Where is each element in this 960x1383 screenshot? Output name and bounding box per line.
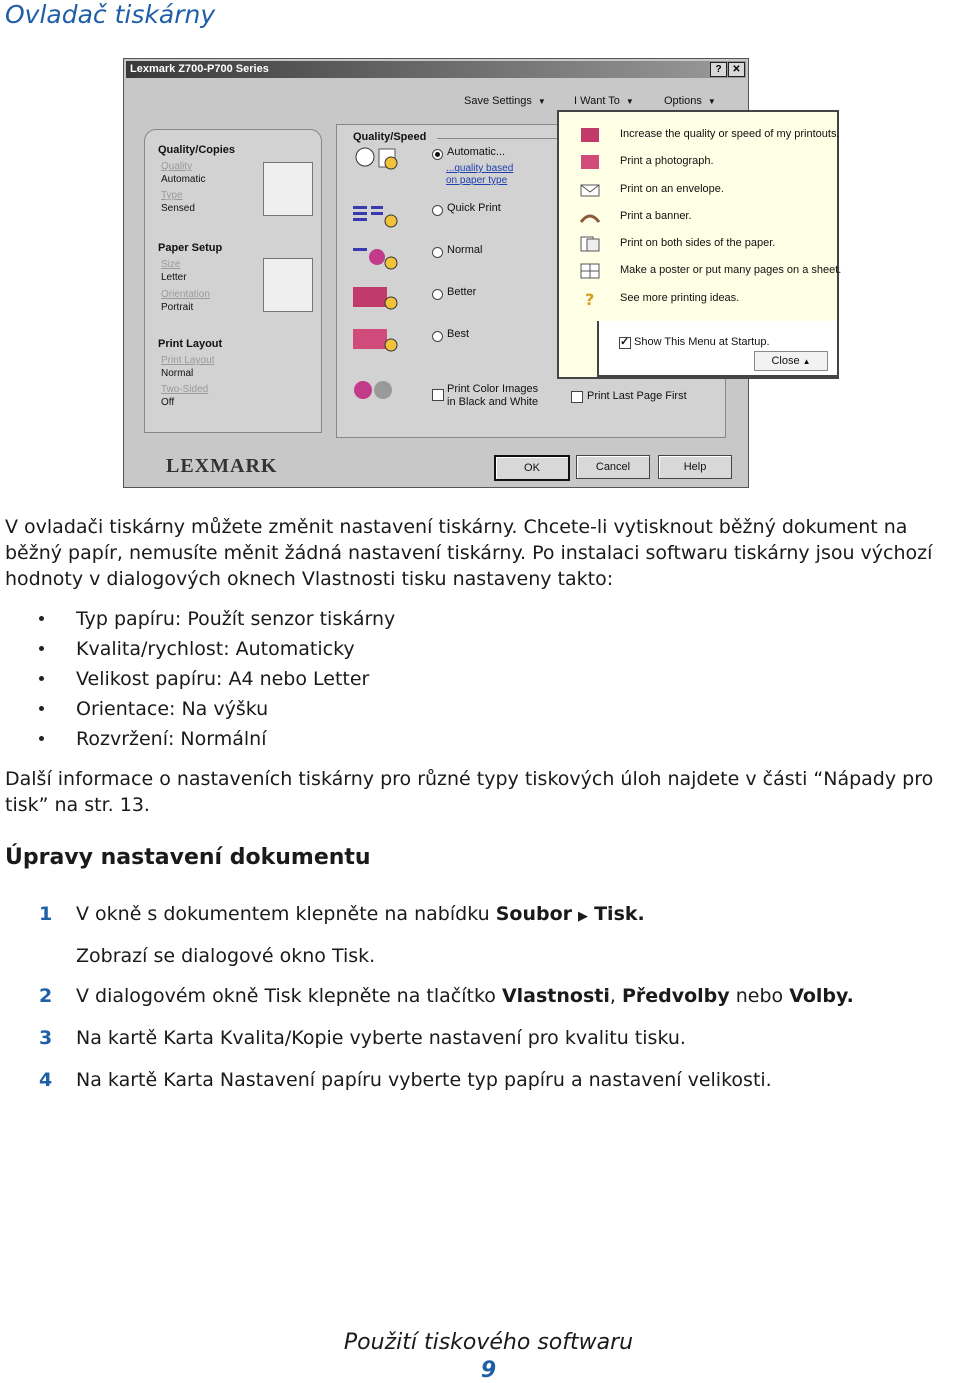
quick-print-label: Quick Print [447,202,501,214]
bullet-icon [39,736,44,741]
list-item[interactable]: Increase the quality or speed of my printouts. [565,124,835,146]
tab-quality-copies[interactable]: Quality/Copies [158,144,236,156]
two-sided-icon [579,235,601,253]
type-value: Sensed [161,203,195,214]
paper-thumbnail-icon [263,258,313,312]
bullet-icon [39,646,44,651]
menu-arrow-icon: ▶ [578,909,589,924]
best-radio[interactable] [432,331,443,342]
show-menu-checkbox[interactable] [619,337,631,349]
list-item[interactable]: ? See more printing ideas. [565,288,835,310]
size-label[interactable]: Size [161,259,181,270]
chevron-down-icon: ▼ [537,97,546,106]
quality-icon [579,126,601,144]
bullet-icon [39,616,44,621]
normal-quality-icon [351,245,399,271]
checkmark-icon: ✓ [620,336,630,348]
show-menu-label: Show This Menu at Startup. [634,336,770,348]
magnifier-quality-icon [351,145,399,171]
more-info-paragraph: Další informace o nastaveních tiskárny pro různé typy tiskových úloh najdete v části “Nápady pro tisk” na str. 13. [5,768,934,816]
black-white-label: Print Color Images in Black and White [447,383,539,408]
bullet-icon [39,676,44,681]
last-page-first-checkbox[interactable] [571,391,583,403]
bullet-icon [39,706,44,711]
automatic-label: Automatic... [447,146,506,158]
lexmark-logo: LEXMARK [166,455,278,477]
dialog-title-bar [126,61,746,78]
page-number: 9 [480,1358,497,1383]
close-icon[interactable]: ✕ [728,62,745,77]
section-heading: Úpravy nastavení dokumentu [5,845,371,870]
help-icon[interactable]: ? [710,62,727,77]
tab-print-layout[interactable]: Print Layout [158,338,223,350]
print-layout-value: Normal [161,368,194,379]
chevron-down-icon: ▼ [625,97,634,106]
list-item[interactable]: Print a photograph. [565,151,835,173]
svg-text:?: ? [585,290,595,308]
better-quality-icon [351,285,399,311]
photo-icon [579,153,601,171]
i-want-to-menu[interactable]: I Want To ▼ [574,95,634,107]
help-button[interactable]: Help [658,455,732,479]
tab-paper-setup[interactable]: Paper Setup [158,242,223,254]
black-white-checkbox[interactable] [432,389,444,401]
dialog-title: Lexmark Z700-P700 Series [130,63,269,75]
poster-icon [579,262,601,280]
settings-summary-panel [144,129,322,433]
type-label[interactable]: Type [161,190,183,201]
question-icon [579,290,601,308]
better-label: Better [447,286,477,298]
list-item[interactable]: Print on both sides of the paper. [565,233,835,255]
orientation-label[interactable]: Orientation [161,289,210,300]
save-settings-menu[interactable]: Save Settings ▼ [464,95,546,107]
two-sided-value: Off [161,397,175,408]
orientation-value: Portrait [161,302,194,313]
normal-radio[interactable] [432,247,443,258]
quality-speed-title: Quality/Speed [353,131,427,143]
page-title: Ovladač tiskárny [5,0,216,29]
color-to-bw-icon [351,377,399,403]
popup-footer [597,321,839,377]
ok-button[interactable]: OK [494,455,570,481]
print-layout-label[interactable]: Print Layout [161,355,215,366]
triangle-up-icon: ▲ [802,357,811,366]
close-popup-button[interactable]: Close ▲ [754,351,828,371]
quick-print-icon [351,203,399,229]
normal-label: Normal [447,244,483,256]
list-item[interactable]: Print a banner. [565,206,835,228]
banner-icon [579,208,601,226]
better-radio[interactable] [432,289,443,300]
intro-paragraph: V ovladači tiskárny můžete změnit nastavení tiskárny. Chcete-li vytisknout běžný dokument na běžný papír, nemusíte měnit žádná nastavení tiskárny. Po instalaci softwaru tiskárny jsou výchozí hodnoty v dialogových oknech Vlastnosti tisku nastaveny takto: [5,516,933,590]
options-menu[interactable]: Options ▼ [664,95,716,107]
quality-based-link[interactable]: ...quality based on paper type [446,163,514,186]
best-label: Best [447,328,470,340]
quality-value: Automatic [161,174,206,185]
chevron-down-icon: ▼ [707,97,716,106]
printer-properties-dialog [123,58,842,488]
quality-label[interactable]: Quality [161,161,193,172]
quality-thumbnail-icon [263,162,313,216]
quick-print-radio[interactable] [432,205,443,216]
footer-title: Použití tiskového softwaru [343,1330,634,1355]
two-sided-label[interactable]: Two-Sided [161,384,209,395]
list-item[interactable]: Make a poster or put many pages on a sheet. [565,260,835,282]
size-value: Letter [161,272,187,283]
envelope-icon [579,181,601,199]
last-page-first-label: Print Last Page First [587,390,687,402]
list-item[interactable]: Print on an envelope. [565,179,835,201]
automatic-radio[interactable] [432,149,443,160]
best-quality-icon [351,327,399,353]
cancel-button[interactable]: Cancel [576,455,650,479]
